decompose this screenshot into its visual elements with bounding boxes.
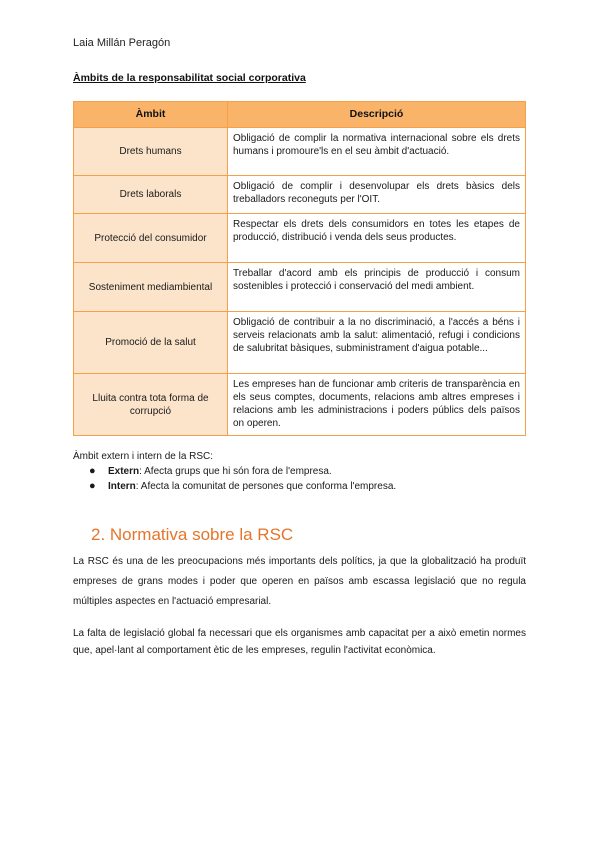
- list-item: [73, 479, 396, 494]
- ambit-cell: Drets laborals: [74, 176, 228, 214]
- description-cell: Obligació de complir i desenvolupar els drets bàsics dels treballadors reconeguts per l'OIT.: [228, 176, 526, 214]
- author-name: Laia Millán Peragón: [73, 37, 171, 49]
- section-heading: 2. Normativa sobre la RSC: [91, 525, 294, 544]
- description-cell: Les empreses han de funcionar amb criteris de transparència en els seus comptes, documents, relacions amb altres empreses i relacions amb les administracions i poders públics dels països on operen.: [228, 374, 526, 436]
- table-row: [74, 263, 526, 312]
- list-item-term: Intern: [108, 481, 136, 492]
- list-item: [73, 464, 396, 479]
- description-cell: Respectar els drets dels consumidors en totes les etapes de producció, distribució i venda dels seus productes.: [228, 214, 526, 263]
- list-item-text: : Afecta grups que hi són fora de l'empresa.: [139, 466, 332, 477]
- scope-label: Àmbit extern i intern de la RSC:: [73, 451, 214, 462]
- table-row: [74, 176, 526, 214]
- ambit-cell: Lluita contra tota forma de corrupció: [74, 374, 228, 436]
- bullet-icon: ●: [89, 480, 96, 492]
- list-item-text: : Afecta la comunitat de persones que conforma l'empresa.: [135, 481, 397, 492]
- column-header-ambit: Àmbit: [74, 102, 228, 128]
- description-cell: Obligació de complir la normativa internacional sobre els drets humans i promoure'ls en el seu àmbit d'actuació.: [228, 128, 526, 176]
- ambit-cell: Drets humans: [74, 128, 228, 176]
- bullet-icon: ●: [89, 465, 96, 477]
- ambit-cell: Promoció de la salut: [74, 312, 228, 374]
- paragraph: La RSC és una de les preocupacions més importants dels polítics, ja que la globalització ha produït empreses de grans modes i poder que operen en països amb escassa legislació que no regula múltiples aspectes en l'actuació empresarial.: [73, 556, 526, 607]
- table-row: [74, 312, 526, 374]
- ambit-cell: Sosteniment mediambiental: [74, 263, 228, 312]
- table-row: [74, 374, 526, 436]
- rsc-table: [73, 101, 526, 436]
- paragraph: La falta de legislació global fa necessari que els organismes amb capacitat per a això emetin normes que, apel·lant al comportament ètic de les empreses, regulin l'activitat econòmica.: [73, 628, 526, 656]
- section-title: Àmbits de la responsabilitat social corporativa: [73, 72, 306, 84]
- list-item-term: Extern: [108, 466, 140, 477]
- table-header-row: [74, 102, 526, 128]
- description-cell: Treballar d'acord amb els principis de producció i consum sostenibles i protecció i conservació del medi ambient.: [228, 263, 526, 312]
- table-row: [74, 214, 526, 263]
- column-header-descripcio: Descripció: [228, 102, 526, 128]
- description-cell: Obligació de contribuir a la no discriminació, a l'accés a béns i serveis relacionats amb la salut: alimentació, refugi i condicions de salubritat bàsiques, subministrament d'aigua potable...: [228, 312, 526, 374]
- table-row: [74, 128, 526, 176]
- ambit-cell: Protecció del consumidor: [74, 214, 228, 263]
- scope-list: [73, 464, 396, 494]
